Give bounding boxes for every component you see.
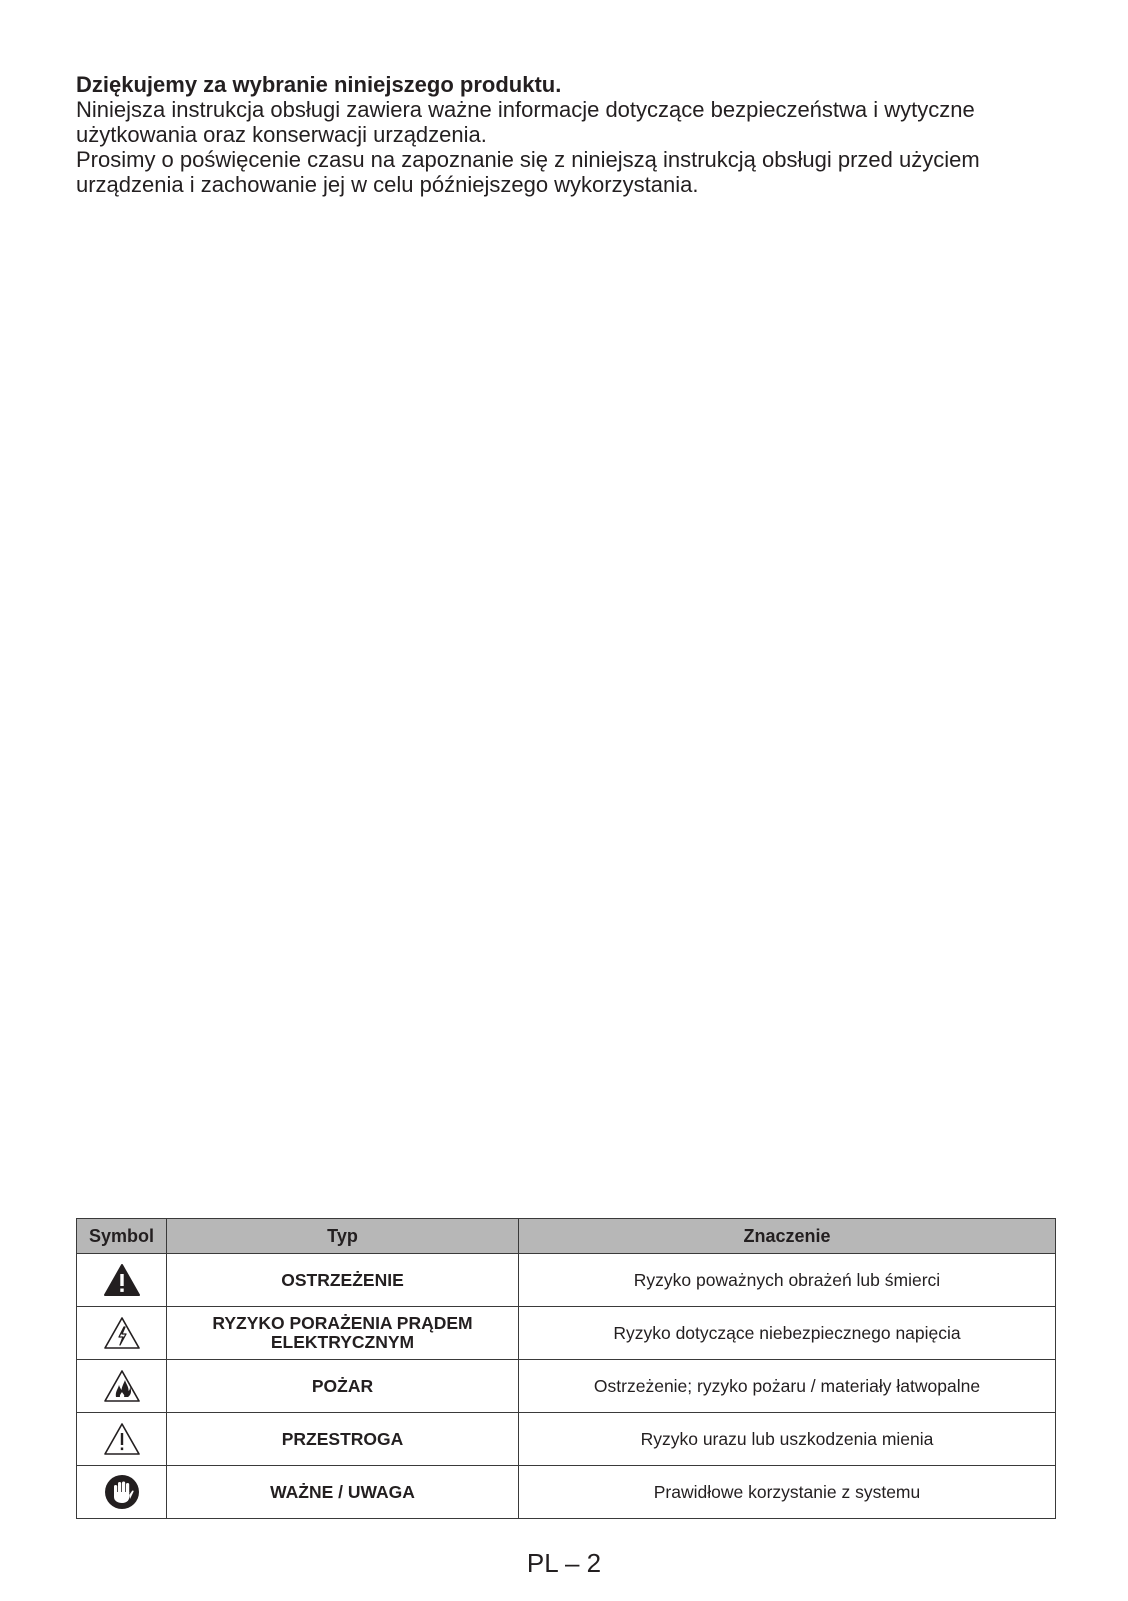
table-row	[77, 1254, 1056, 1307]
type-cell: PRZESTROGA	[167, 1413, 519, 1466]
table-header-row	[77, 1219, 1056, 1254]
symbol-legend-table	[76, 1218, 1056, 1519]
type-cell: POŻAR	[167, 1360, 519, 1413]
table-row	[77, 1360, 1056, 1413]
page-number: PL – 2	[526, 1548, 602, 1578]
warning-filled-icon	[103, 1263, 141, 1297]
type-cell: WAŻNE / UWAGA	[167, 1466, 519, 1519]
table-row	[77, 1466, 1056, 1519]
intro-paragraph-2: Prosimy o poświęcenie czasu na zapoznanie się z niniejszą instrukcją obsługi przed użyciem urządzenia i zachowanie jej w celu późniejszego wykorzystania.	[76, 147, 980, 197]
intro-heading: Dziękujemy za wybranie niniejszego produktu.	[76, 72, 562, 97]
header-type: Typ	[167, 1219, 519, 1254]
type-cell: OSTRZEŻENIE	[167, 1254, 519, 1307]
hand-stop-icon	[104, 1474, 140, 1510]
meaning-cell: Ryzyko poważnych obrażeń lub śmierci	[519, 1254, 1056, 1307]
meaning-cell: Ryzyko urazu lub uszkodzenia mienia	[519, 1413, 1056, 1466]
caution-icon	[103, 1422, 141, 1456]
intro-paragraph-1: Niniejsza instrukcja obsługi zawiera ważne informacje dotyczące bezpieczeństwa i wytyczne użytkowania oraz konserwacji urządzenia.	[76, 97, 975, 147]
table-row	[77, 1413, 1056, 1466]
meaning-cell: Prawidłowe korzystanie z systemu	[519, 1466, 1056, 1519]
type-cell: RYZYKO PORAŻENIA PRĄDEM ELEKTRYCZNYM	[167, 1307, 519, 1360]
fire-icon	[103, 1369, 141, 1403]
meaning-cell: Ostrzeżenie; ryzyko pożaru / materiały łatwopalne	[519, 1360, 1056, 1413]
table-row	[77, 1307, 1056, 1360]
header-meaning: Znaczenie	[519, 1219, 1056, 1254]
meaning-cell: Ryzyko dotyczące niebezpiecznego napięcia	[519, 1307, 1056, 1360]
intro-section	[76, 72, 1056, 197]
header-symbol: Symbol	[77, 1219, 167, 1254]
electric-shock-icon	[103, 1316, 141, 1350]
